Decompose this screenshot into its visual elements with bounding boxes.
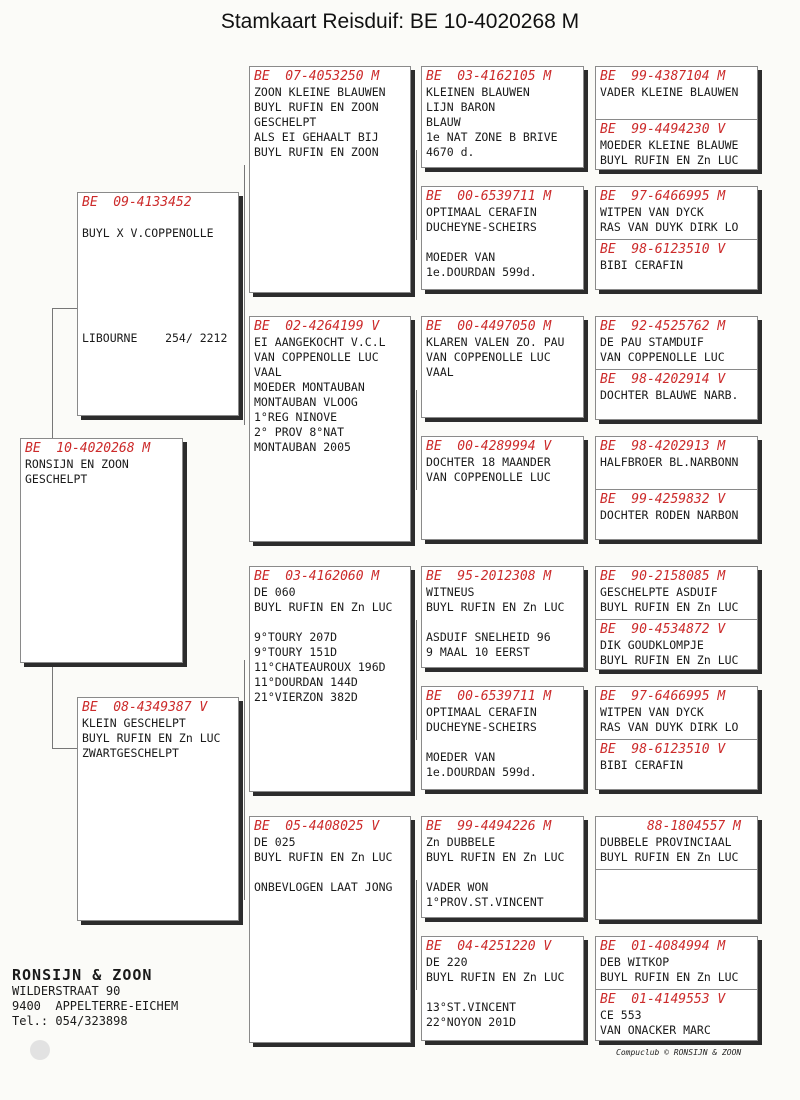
- pigeon-entry: [596, 869, 757, 919]
- info-line: 1e NAT ZONE B BRIVE: [426, 130, 558, 144]
- info-line: DUCHEYNE-SCHEIRS: [426, 220, 537, 234]
- info-line: BUYL RUFIN EN ZOON: [254, 145, 379, 159]
- info-line: VAAL: [254, 365, 282, 379]
- ring-number: BE 99-4494226 M: [426, 819, 552, 834]
- info-line: DE PAU STAMDUIF: [600, 335, 704, 349]
- ring-number: BE 00-6539711 M: [426, 189, 552, 204]
- info-line: BUYL X V.COPPENOLLE: [82, 226, 214, 240]
- info-line: BLAUW: [426, 115, 461, 129]
- pigeon-entry: [596, 369, 757, 419]
- info-line: OPTIMAAL CERAFIN: [426, 205, 537, 219]
- info-line: WITPEN VAN DYCK: [600, 705, 704, 719]
- info-line: 9 MAAL 10 EERST: [426, 645, 530, 659]
- pedigree-card: [421, 186, 584, 290]
- info-line: [82, 271, 234, 286]
- info-line: DE 220: [426, 955, 468, 969]
- pigeon-entry: [422, 687, 583, 789]
- info-line: 11°DOURDAN 144D: [254, 675, 358, 689]
- info-line: 11°CHATEAUROUX 196D: [254, 660, 386, 674]
- ring-number: BE 95-2012308 M: [426, 569, 552, 584]
- pigeon-entry: [596, 817, 757, 869]
- info-line: 1e.DOURDAN 599d.: [426, 265, 537, 279]
- pedigree-card: [249, 66, 411, 293]
- ring-number: BE 10-4020268 M: [25, 441, 151, 456]
- ring-number: BE 90-4534872 V: [600, 622, 726, 637]
- pigeon-entry: [422, 937, 583, 1040]
- info-line: [426, 735, 579, 750]
- ring-number: BE 98-6123510 V: [600, 242, 726, 257]
- ring-number: BE 00-6539711 M: [426, 689, 552, 704]
- info-line: LIBOURNE 254/ 2212: [82, 331, 228, 345]
- info-line: MOEDER KLEINE BLAUWE: [600, 138, 739, 152]
- info-line: BUYL RUFIN EN Zn LUC: [82, 731, 221, 745]
- info-line: GESCHELPT: [254, 115, 317, 129]
- owner-name: RONSIJN & ZOON: [12, 966, 153, 984]
- info-line: VAN COPPENOLLE LUC: [426, 350, 551, 364]
- pedigree-card: [421, 816, 584, 918]
- pigeon-entry: [596, 619, 757, 669]
- ring-number: BE 01-4084994 M: [600, 939, 726, 954]
- pigeon-entry: [596, 989, 757, 1040]
- ring-number: BE 97-6466995 M: [600, 689, 726, 704]
- ring-number: BE 08-4349387 V: [82, 700, 208, 715]
- ring-number: BE 09-4133452: [82, 195, 192, 210]
- pigeon-entry: [78, 193, 238, 415]
- info-line: LIJN BARON: [426, 100, 496, 114]
- pigeon-entry: [596, 687, 757, 739]
- info-line: [82, 241, 234, 256]
- pigeon-entry: [422, 437, 583, 539]
- ring-number: BE 03-4162105 M: [426, 69, 552, 84]
- pedigree-card: [421, 436, 584, 540]
- info-line: [426, 985, 579, 1000]
- pedigree-card: [421, 936, 584, 1041]
- info-line: BUYL RUFIN EN Zn LUC: [254, 850, 393, 864]
- info-line: VAN COPPENOLLE LUC: [426, 470, 551, 484]
- ring-number: 88-1804557 M: [600, 819, 741, 834]
- info-line: BUYL RUFIN EN Zn LUC: [600, 153, 739, 167]
- info-line: DIK GOUDKLOMPJE: [600, 638, 704, 652]
- connector-line: [416, 150, 417, 240]
- info-line: VADER KLEINE BLAUWEN: [600, 85, 739, 99]
- pedigree-card: [421, 66, 584, 168]
- pigeon-entry: [596, 567, 757, 619]
- info-line: WITNEUS: [426, 585, 475, 599]
- info-line: 2° PROV 8°NAT: [254, 425, 345, 439]
- connector-line: [52, 748, 78, 749]
- ring-number: BE 98-4202914 V: [600, 372, 726, 387]
- pedigree-card: [595, 936, 758, 1041]
- ring-number: BE 99-4494230 V: [600, 122, 726, 137]
- ring-number: BE 05-4408025 V: [254, 819, 380, 834]
- info-line: VAN COPPENOLLE LUC: [254, 350, 379, 364]
- info-line: MOEDER MONTAUBAN: [254, 380, 365, 394]
- pedigree-card: [595, 316, 758, 420]
- connector-line: [244, 165, 245, 425]
- pigeon-entry: [78, 698, 238, 920]
- info-line: VAN COPPENOLLE LUC: [600, 350, 725, 364]
- info-line: DOCHTER BLAUWE NARB.: [600, 388, 739, 402]
- pedigree-card: [595, 686, 758, 790]
- info-line: VAN ONACKER MARC: [600, 1023, 711, 1037]
- info-line: [254, 865, 406, 880]
- info-line: BIBI CERAFIN: [600, 758, 684, 772]
- info-line: BUYL RUFIN EN Zn LUC: [426, 850, 565, 864]
- pigeon-entry: [250, 317, 410, 541]
- pigeon-entry: [596, 317, 757, 369]
- info-line: ONBEVLOGEN LAAT JONG: [254, 880, 393, 894]
- ring-number: BE 03-4162060 M: [254, 569, 380, 584]
- owner-block: [12, 966, 178, 1029]
- pigeon-entry: [250, 817, 410, 1042]
- page-title: Stamkaart Reisduif: BE 10-4020268 M: [220, 10, 580, 33]
- info-line: Zn DUBBELE: [426, 835, 496, 849]
- info-line: VAAL: [426, 365, 454, 379]
- info-line: DE 025: [254, 835, 296, 849]
- pigeon-entry: [422, 317, 583, 417]
- pedigree-card: [249, 816, 411, 1043]
- info-line: GESCHELPT: [25, 472, 88, 486]
- info-line: [426, 865, 579, 880]
- info-line: BUYL RUFIN EN Zn LUC: [426, 970, 565, 984]
- info-line: HALFBROER BL.NARBONN: [600, 455, 739, 469]
- info-line: ALS EI GEHAALT BIJ: [254, 130, 379, 144]
- pigeon-entry: [596, 437, 757, 489]
- ring-number: BE 90-2158085 M: [600, 569, 726, 584]
- owner-street: WILDERSTRAAT 90: [12, 984, 121, 998]
- ring-number: BE 98-4202913 M: [600, 439, 726, 454]
- info-line: [82, 256, 234, 271]
- info-line: 9°TOURY 151D: [254, 645, 338, 659]
- info-line: MOEDER VAN: [426, 750, 496, 764]
- ring-number: BE 00-4497050 M: [426, 319, 552, 334]
- info-line: DUCHEYNE-SCHEIRS: [426, 720, 537, 734]
- info-line: KLEIN GESCHELPT: [82, 716, 186, 730]
- info-line: 1e.DOURDAN 599d.: [426, 765, 537, 779]
- info-line: [82, 301, 234, 316]
- pedigree-card: [595, 66, 758, 170]
- info-line: MONTAUBAN VLOOG: [254, 395, 358, 409]
- info-line: RAS VAN DUYK DIRK LO: [600, 720, 739, 734]
- pedigree-card: [595, 566, 758, 670]
- ring-number: BE 04-4251220 V: [426, 939, 552, 954]
- info-line: 4670 d.: [426, 145, 475, 159]
- pedigree-card: [595, 186, 758, 290]
- info-line: 9°TOURY 207D: [254, 630, 338, 644]
- pedigree-card: [421, 686, 584, 790]
- ring-number: BE 01-4149553 V: [600, 992, 726, 1007]
- info-line: ASDUIF SNELHEID 96: [426, 630, 551, 644]
- watermark-logo-icon: [30, 1040, 50, 1060]
- pigeon-entry: [596, 937, 757, 989]
- pigeon-entry: [596, 239, 757, 289]
- connector-line: [52, 308, 78, 309]
- connector-line: [244, 660, 245, 900]
- pigeon-entry: [596, 67, 757, 119]
- pigeon-entry: [596, 187, 757, 239]
- pedigree-card: [20, 438, 183, 663]
- pedigree-card: [595, 816, 758, 920]
- pigeon-entry: [422, 567, 583, 667]
- info-line: GESCHELPTE ASDUIF: [600, 585, 718, 599]
- info-line: [426, 235, 579, 250]
- connector-line: [416, 880, 417, 990]
- info-line: DEB WITKOP: [600, 955, 670, 969]
- info-line: DUBBELE PROVINCIAAL: [600, 835, 732, 849]
- info-line: [426, 615, 579, 630]
- info-line: WITPEN VAN DYCK: [600, 205, 704, 219]
- connector-line: [416, 390, 417, 490]
- pedigree-card: [77, 192, 239, 416]
- info-line: EI AANGEKOCHT V.C.L: [254, 335, 386, 349]
- pigeon-entry: [422, 187, 583, 289]
- pigeon-entry: [422, 67, 583, 167]
- info-line: DE 060: [254, 585, 296, 599]
- ring-number: BE 92-4525762 M: [600, 319, 726, 334]
- ring-number: BE 97-6466995 M: [600, 189, 726, 204]
- info-line: VADER WON: [426, 880, 489, 894]
- info-line: 13°ST.VINCENT: [426, 1000, 517, 1014]
- pigeon-entry: [250, 67, 410, 292]
- info-line: BUYL RUFIN EN Zn LUC: [254, 600, 393, 614]
- pigeon-entry: [422, 817, 583, 917]
- info-line: OPTIMAAL CERAFIN: [426, 705, 537, 719]
- info-line: CE 553: [600, 1008, 642, 1022]
- info-line: BUYL RUFIN EN ZOON: [254, 100, 379, 114]
- info-line: KLEINEN BLAUWEN: [426, 85, 530, 99]
- info-line: ZWARTGESCHELPT: [82, 746, 179, 760]
- pigeon-entry: [250, 567, 410, 791]
- pigeon-entry: [596, 489, 757, 539]
- pigeon-entry: [21, 439, 182, 662]
- info-line: RONSIJN EN ZOON: [25, 457, 129, 471]
- info-line: 22°NOYON 201D: [426, 1015, 517, 1029]
- pedigree-card: [595, 436, 758, 540]
- info-line: DOCHTER 18 MAANDER: [426, 455, 551, 469]
- info-line: MONTAUBAN 2005: [254, 440, 351, 454]
- info-line: 21°VIERZON 382D: [254, 690, 358, 704]
- info-line: [82, 286, 234, 301]
- ring-number: BE 07-4053250 M: [254, 69, 380, 84]
- pigeon-entry: [596, 119, 757, 169]
- info-line: [254, 615, 406, 630]
- info-line: KLAREN VALEN ZO. PAU: [426, 335, 565, 349]
- info-line: DOCHTER RODEN NARBON: [600, 508, 739, 522]
- ring-number: BE 99-4259832 V: [600, 492, 726, 507]
- pedigree-card: [77, 697, 239, 921]
- info-line: MOEDER VAN: [426, 250, 496, 264]
- owner-phone: Tel.: 054/323898: [12, 1014, 128, 1028]
- connector-line: [416, 620, 417, 740]
- info-line: 1°REG NINOVE: [254, 410, 338, 424]
- info-line: BIBI CERAFIN: [600, 258, 684, 272]
- info-line: BUYL RUFIN EN Zn LUC: [426, 600, 565, 614]
- ring-number: BE 02-4264199 V: [254, 319, 380, 334]
- pedigree-card: [421, 316, 584, 418]
- info-line: ZOON KLEINE BLAUWEN: [254, 85, 386, 99]
- info-line: BUYL RUFIN EN Zn LUC: [600, 653, 739, 667]
- info-line: BUYL RUFIN EN Zn LUC: [600, 850, 739, 864]
- pedigree-card: [249, 566, 411, 792]
- info-line: BUYL RUFIN EN Zn LUC: [600, 600, 739, 614]
- pedigree-card: [421, 566, 584, 668]
- pedigree-card: [249, 316, 411, 542]
- ring-number: BE 00-4289994 V: [426, 439, 552, 454]
- info-line: [82, 316, 234, 331]
- info-line: 1°PROV.ST.VINCENT: [426, 895, 544, 909]
- credit-text: Compuclub © RONSIJN & ZOON: [616, 1048, 742, 1057]
- info-line: RAS VAN DUYK DIRK LO: [600, 220, 739, 234]
- pigeon-entry: [596, 739, 757, 789]
- ring-number: BE 99-4387104 M: [600, 69, 726, 84]
- ring-number: BE 98-6123510 V: [600, 742, 726, 757]
- info-line: BUYL RUFIN EN Zn LUC: [600, 970, 739, 984]
- owner-city: 9400 APPELTERRE-EICHEM: [12, 999, 179, 1013]
